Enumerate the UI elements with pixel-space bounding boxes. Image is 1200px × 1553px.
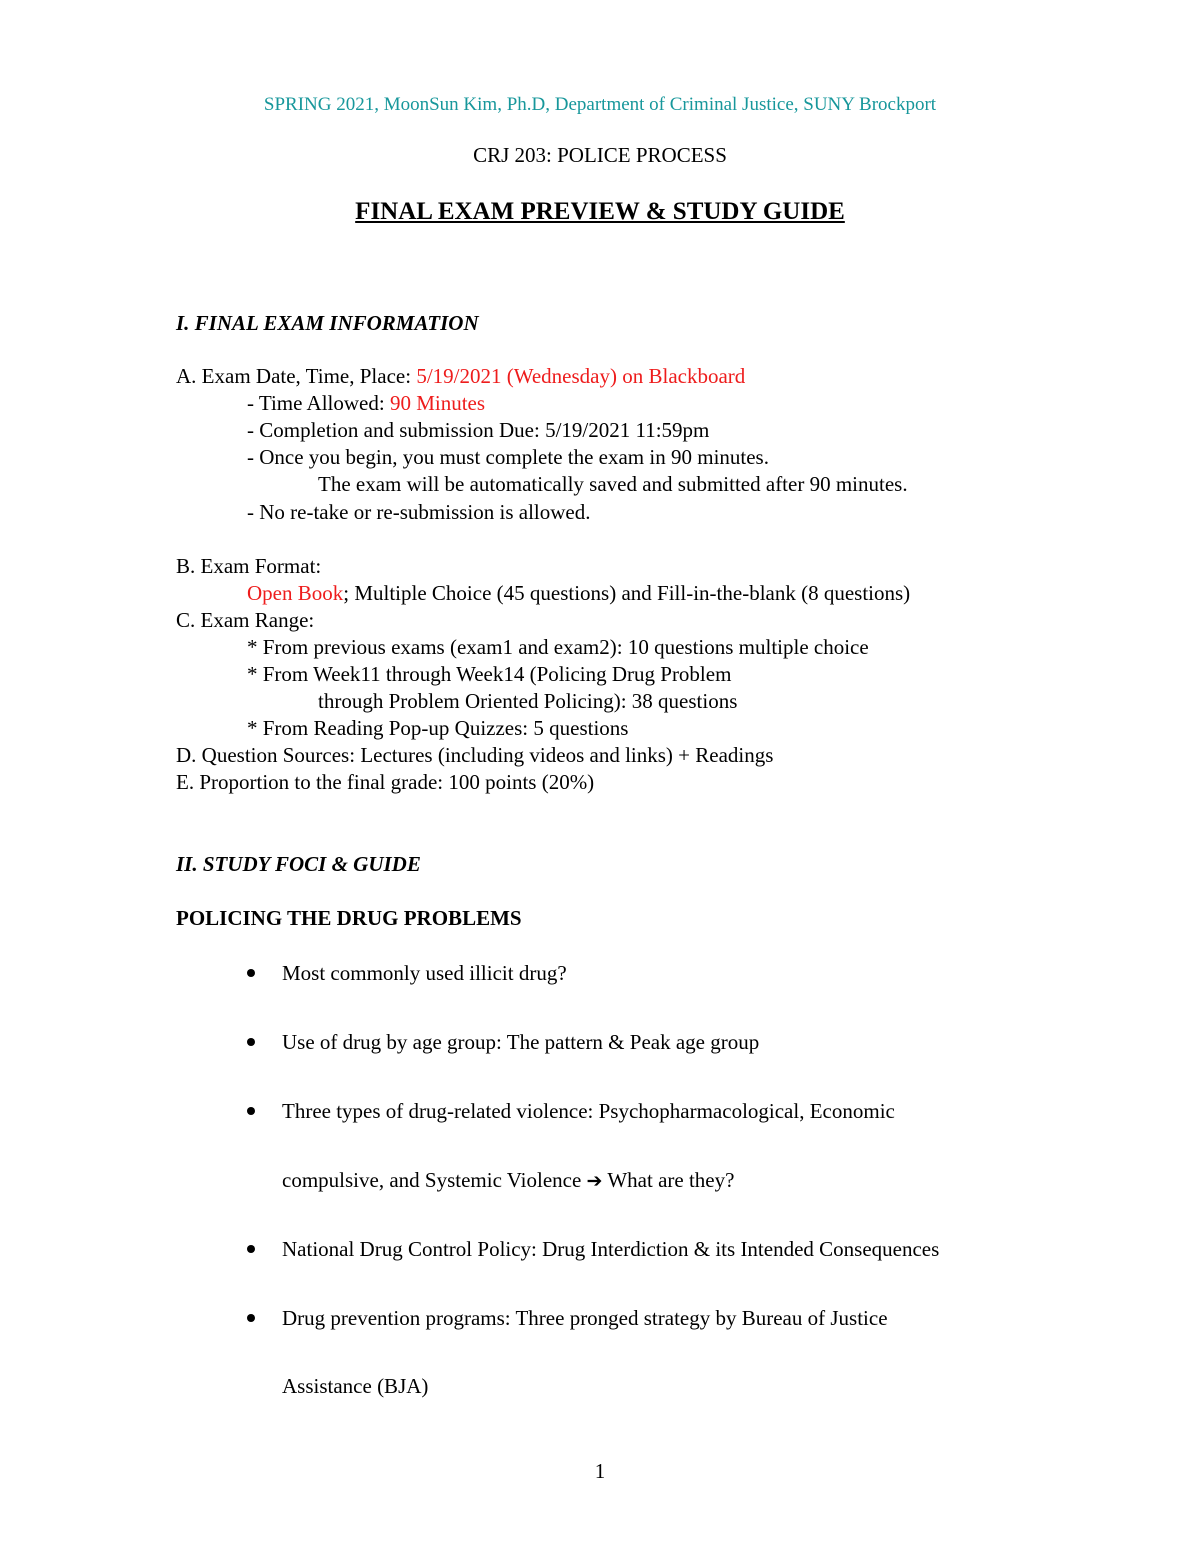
violence-question: What are they? [607,1168,735,1192]
bullet-icon [247,1245,255,1253]
exam-format-label: B. Exam Format: [176,554,322,578]
bullet-item-illicit-drug: Most commonly used illicit drug? [282,961,567,985]
time-allowed-item [247,390,485,416]
bullet-item-drug-policy: National Drug Control Policy: Drug Interdiction & its Intended Consequences [282,1237,940,1261]
range-item-weeks-cont: through Problem Oriented Policing): 38 questions [318,689,738,713]
section-2-heading: II. STUDY FOCI & GUIDE [176,852,421,876]
due-item: - Completion and submission Due: 5/19/2021 11:59pm [247,418,710,442]
header-line: SPRING 2021, MoonSun Kim, Ph.D, Department of Criminal Justice, SUNY Brockport [263,94,937,115]
page-number: 1 [594,1459,606,1483]
bullet-item-age-group: Use of drug by age group: The pattern & Peak age group [282,1030,760,1054]
range-item-weeks: * From Week11 through Week14 (Policing Drug Problem [247,662,732,686]
exam-date-value: 5/19/2021 (Wednesday) on Blackboard [416,364,746,388]
no-retake-item: - No re-take or re-submission is allowed. [247,500,591,524]
right-arrow-icon: ➔ [586,1170,603,1192]
bullet-item-violence: Three types of drug-related violence: Psychopharmacological, Economic [282,1099,895,1123]
format-details: ; Multiple Choice (45 questions) and Fill-in-the-blank (8 questions) [343,581,911,605]
time-allowed-value: 90 Minutes [389,391,486,415]
subsection-heading: POLICING THE DRUG PROBLEMS [176,906,522,930]
begin-item: - Once you begin, you must complete the exam in 90 minutes. [247,445,769,469]
bullet-item-prevention-cont: Assistance (BJA) [282,1374,429,1398]
page-title: FINAL EXAM PREVIEW & STUDY GUIDE [355,198,845,225]
bullet-item-violence-cont [282,1167,734,1194]
violence-types-text: compulsive, and Systemic Violence [282,1168,587,1192]
range-item-quizzes: * From Reading Pop-up Quizzes: 5 questions [247,716,629,740]
bullet-item-prevention: Drug prevention programs: Three pronged strategy by Bureau of Justice [282,1306,888,1330]
exam-date-label: A. Exam Date, Time, Place: [176,364,417,388]
exam-format-value [247,580,910,606]
time-allowed-label: - Time Allowed: [247,391,390,415]
auto-save-note: The exam will be automatically saved and submitted after 90 minutes. [318,472,908,496]
exam-date-item [176,363,745,389]
bullet-icon [247,1038,255,1046]
bullet-icon [247,1314,255,1322]
open-book-text: Open Book [247,581,344,605]
section-1-heading: I. FINAL EXAM INFORMATION [176,311,479,335]
grade-proportion: E. Proportion to the final grade: 100 points (20%) [176,770,595,794]
exam-range-label: C. Exam Range: [176,608,315,632]
course-title: CRJ 203: POLICE PROCESS [473,143,727,167]
bullet-icon [247,969,255,977]
question-sources: D. Question Sources: Lectures (including videos and links) + Readings [176,743,774,767]
range-item-previous-exams: * From previous exams (exam1 and exam2): 10 questions multiple choice [247,635,869,659]
bullet-icon [247,1107,255,1115]
